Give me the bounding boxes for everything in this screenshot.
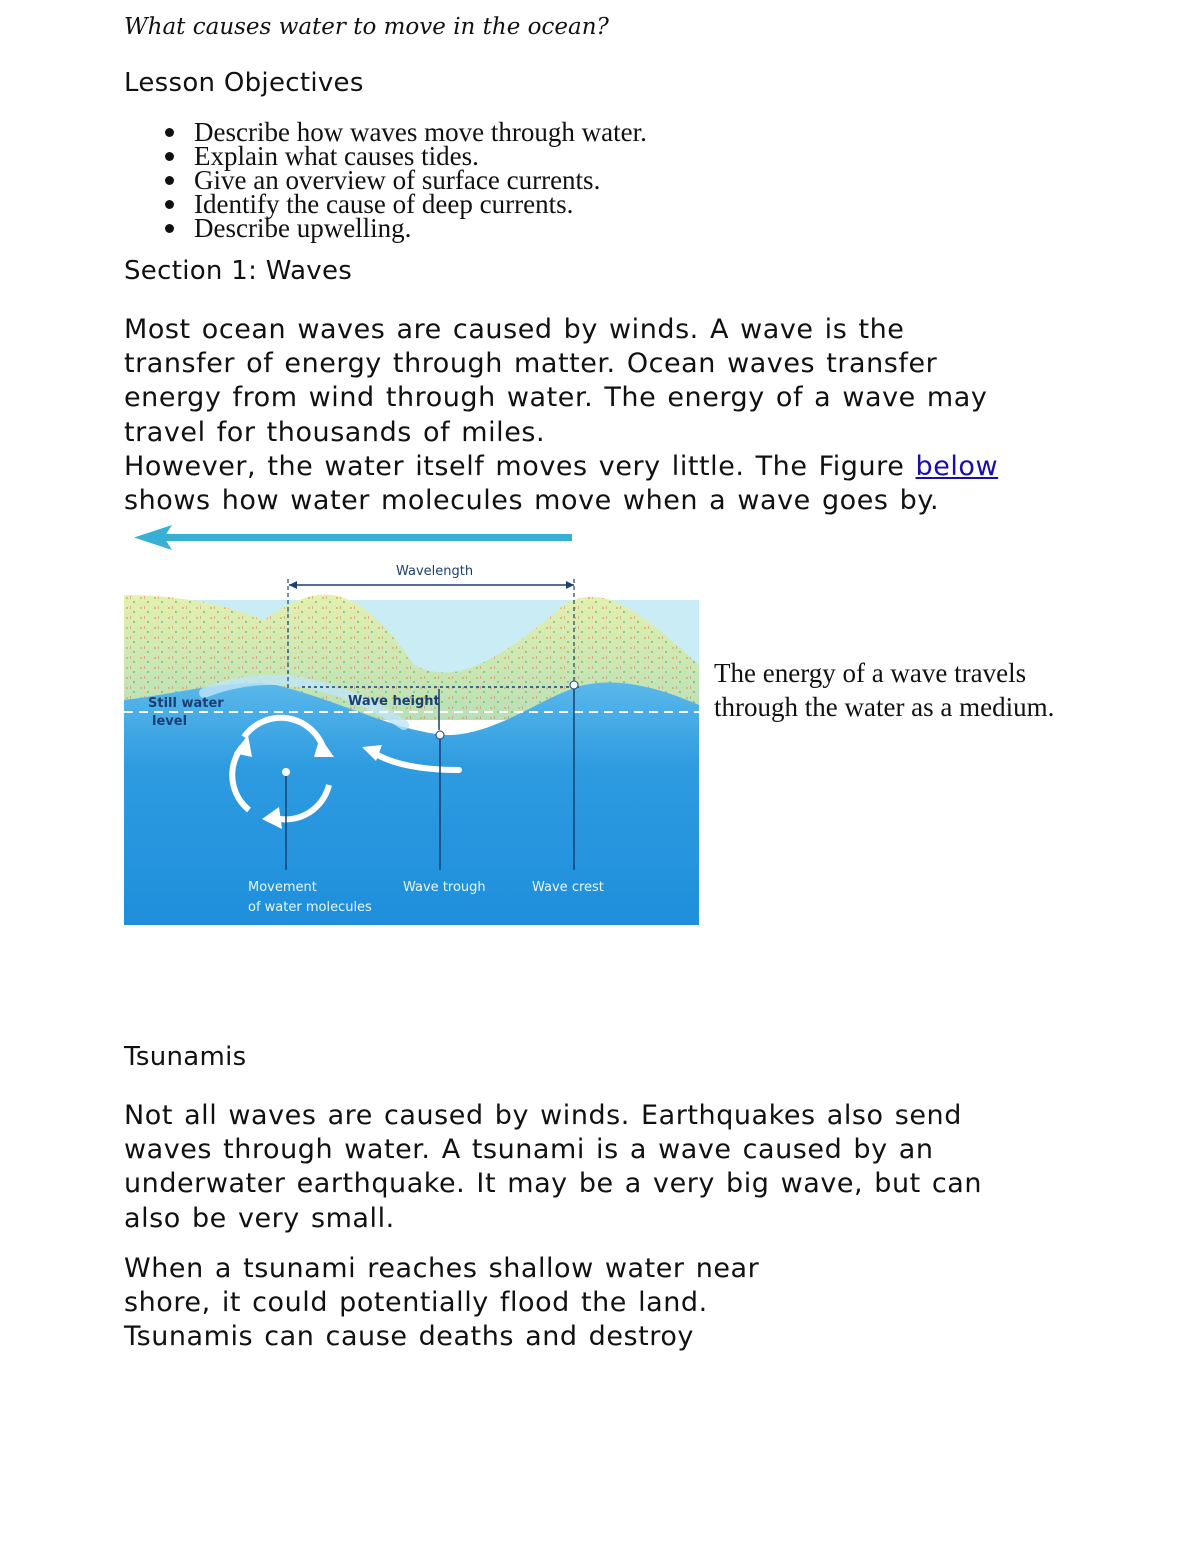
wavelength-label: Wavelength <box>396 564 474 579</box>
tsunamis-paragraph-1 <box>124 1099 982 1236</box>
paragraph-line: also be very small. <box>124 1202 395 1234</box>
tsunamis-paragraph-2 <box>124 1252 759 1355</box>
movement-label: Movement <box>248 880 317 895</box>
paragraph-line: energy from wind through water. The energy of a wave may <box>124 382 988 414</box>
paragraph-line: shows how water molecules move when a wave goes by. <box>124 485 940 517</box>
movement-label-2: of water molecules <box>248 900 372 915</box>
waves-paragraph <box>124 313 998 518</box>
still-water-label-level: level <box>152 714 188 729</box>
figure-caption <box>714 656 1054 724</box>
crest-point-marker <box>570 681 578 689</box>
paragraph-line: travel for thousands of miles. <box>124 416 546 448</box>
objectives-heading: Lesson Objectives <box>124 68 364 98</box>
paragraph-line: underwater earthquake. It may be a very big wave, but can <box>124 1168 983 1200</box>
caption-line: through the water as a medium. <box>714 692 1055 722</box>
paragraph-line: When a tsunami reaches shallow water near <box>124 1253 760 1284</box>
direction-arrow-icon <box>134 525 572 550</box>
wave-trough-label: Wave trough <box>403 880 486 895</box>
caption-line: The energy of a wave travels <box>714 658 1027 688</box>
figure-below-link[interactable]: below <box>915 450 999 482</box>
paragraph-line: waves through water. A tsunami is a wave caused by an <box>124 1134 934 1166</box>
paragraph-line: shore, it could potentially flood the land. <box>124 1287 708 1319</box>
wave-crest-label: Wave crest <box>532 880 604 895</box>
paragraph-text: However, the water itself moves very little. The Figure <box>124 450 916 482</box>
list-item: Describe how waves move through water. <box>124 120 647 144</box>
paragraph-line: Not all waves are caused by winds. Earthquakes also send <box>124 1100 962 1131</box>
paragraph-line: Tsunamis can cause deaths and destroy <box>124 1321 694 1353</box>
list-item: Explain what causes tides. <box>124 144 647 168</box>
section-waves-heading: Section 1: Waves <box>124 256 353 286</box>
trough-point-marker <box>436 731 444 739</box>
tsunamis-heading: Tsunamis <box>124 1042 247 1072</box>
list-item: Identify the cause of deep currents. <box>124 192 647 216</box>
page-title: What causes water to move in the ocean? <box>124 14 609 40</box>
wave-diagram <box>124 525 699 925</box>
paragraph-line <box>124 450 998 484</box>
paragraph-line: Most ocean waves are caused by winds. A wave is the <box>124 314 905 345</box>
still-water-label: Still water <box>148 696 224 711</box>
list-item: Give an overview of surface currents. <box>124 168 647 192</box>
objectives-list <box>124 117 647 243</box>
wave-height-label: Wave height <box>348 694 440 709</box>
list-item: Describe upwelling. <box>124 216 647 240</box>
paragraph-line: transfer of energy through matter. Ocean waves transfer <box>124 348 938 380</box>
